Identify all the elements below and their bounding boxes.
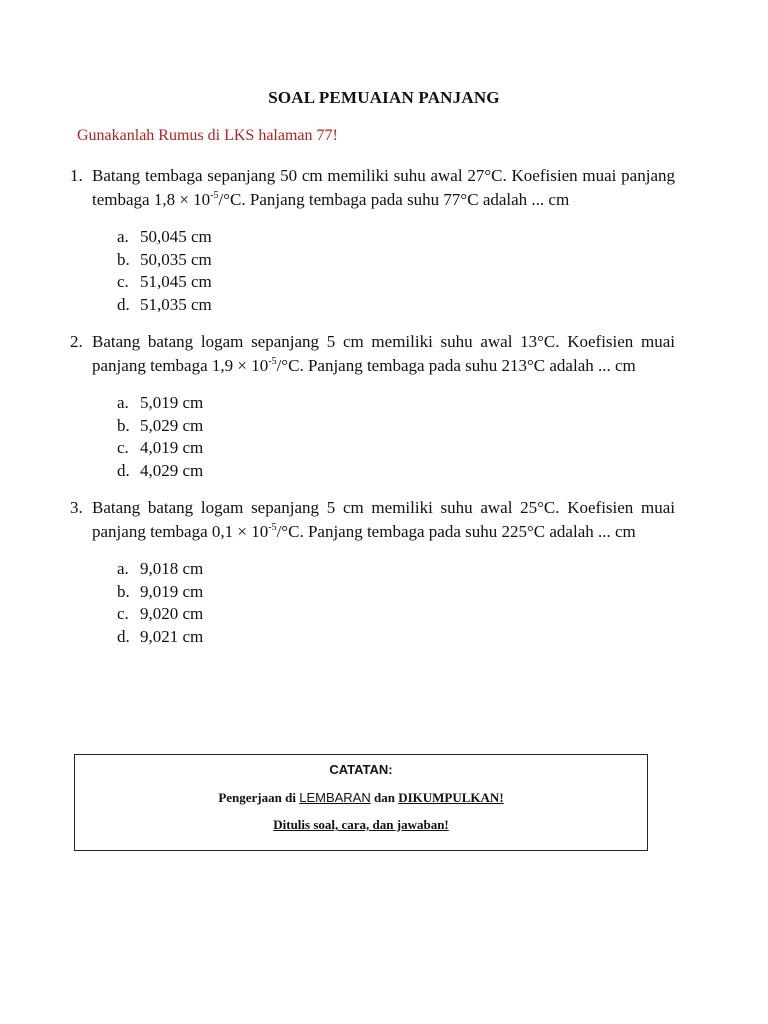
question-1 xyxy=(70,164,675,316)
answer-option xyxy=(117,392,675,415)
answer-option xyxy=(117,603,675,626)
answer-options xyxy=(117,226,675,316)
answer-option xyxy=(117,271,675,294)
option-letter: a. xyxy=(117,559,129,578)
note-emphasis: LEMBARAN xyxy=(299,790,371,805)
question-text-part: /°C. Panjang tembaga pada suhu 225°C adalah ... cm xyxy=(276,522,636,541)
question-text-part: /°C. Panjang tembaga pada suhu 213°C adalah ... cm xyxy=(276,356,636,375)
note-text: dan xyxy=(370,790,399,805)
instruction-text: Gunakanlah Rumus di LKS halaman 77! xyxy=(77,127,338,144)
answer-option xyxy=(117,249,675,272)
option-text: 51,045 cm xyxy=(140,272,212,291)
option-text: 5,019 cm xyxy=(140,393,204,412)
note-line-requirements: Ditulis soal, cara, dan jawaban! xyxy=(273,817,449,832)
option-text: 50,045 cm xyxy=(140,227,212,246)
question-text-part: Batang tembaga sepanjang 50 cm memiliki suhu awal 27°C. Koefisien muai panjang tembaga 1,8 × 10 xyxy=(92,166,675,209)
question-list xyxy=(70,164,675,648)
note-box xyxy=(74,754,648,851)
option-letter: c. xyxy=(117,272,129,291)
option-letter: a. xyxy=(117,227,129,246)
option-text: 4,029 cm xyxy=(140,460,204,480)
option-letter: b. xyxy=(117,249,130,269)
option-text: 9,018 cm xyxy=(140,559,204,578)
answer-option xyxy=(117,460,675,483)
note-title: CATATAN: xyxy=(329,762,393,777)
question-number: 2. xyxy=(70,332,83,351)
option-letter: c. xyxy=(117,604,129,623)
option-text: 4,019 cm xyxy=(140,438,204,457)
answer-option xyxy=(117,581,675,604)
option-letter: d. xyxy=(117,460,130,480)
question-text-part: Batang batang logam sepanjang 5 cm memiliki suhu awal 13°C. Koefisien muai panjang tembaga 1,9 × 10 xyxy=(92,332,675,375)
answer-options xyxy=(117,558,675,648)
answer-option xyxy=(117,226,675,249)
question-2 xyxy=(70,330,675,482)
option-letter: c. xyxy=(117,438,129,457)
question-text-part: /°C. Panjang tembaga pada suhu 77°C adalah ... cm xyxy=(218,190,570,209)
option-letter: a. xyxy=(117,393,129,412)
question-text xyxy=(92,164,675,212)
option-text: 9,021 cm xyxy=(140,626,204,646)
question-number: 3. xyxy=(70,498,83,517)
option-text: 5,029 cm xyxy=(140,415,204,435)
answer-options xyxy=(117,392,675,482)
answer-option xyxy=(117,437,675,460)
note-emphasis: DIKUMPULKAN! xyxy=(398,790,504,805)
question-number: 1. xyxy=(70,166,83,185)
answer-option xyxy=(117,415,675,438)
exponent: -5 xyxy=(268,522,277,533)
note-line-submission xyxy=(75,790,647,806)
question-text-part: Batang batang logam sepanjang 5 cm memiliki suhu awal 25°C. Koefisien muai panjang tembaga 0,1 × 10 xyxy=(92,498,675,541)
question-3 xyxy=(70,496,675,648)
answer-option xyxy=(117,626,675,649)
option-text: 50,035 cm xyxy=(140,249,212,269)
answer-option xyxy=(117,294,675,317)
option-text: 9,020 cm xyxy=(140,604,204,623)
option-letter: b. xyxy=(117,415,130,435)
option-text: 9,019 cm xyxy=(140,581,204,601)
exponent: -5 xyxy=(268,356,277,367)
option-letter: d. xyxy=(117,626,130,646)
option-letter: b. xyxy=(117,581,130,601)
note-text: Pengerjaan di xyxy=(218,790,300,805)
page-title: SOAL PEMUAIAN PANJANG xyxy=(268,88,500,107)
option-text: 51,035 cm xyxy=(140,294,212,314)
option-letter: d. xyxy=(117,294,130,314)
question-text xyxy=(92,496,675,544)
answer-option xyxy=(117,558,675,581)
exponent: -5 xyxy=(210,190,219,201)
question-text xyxy=(92,330,675,378)
